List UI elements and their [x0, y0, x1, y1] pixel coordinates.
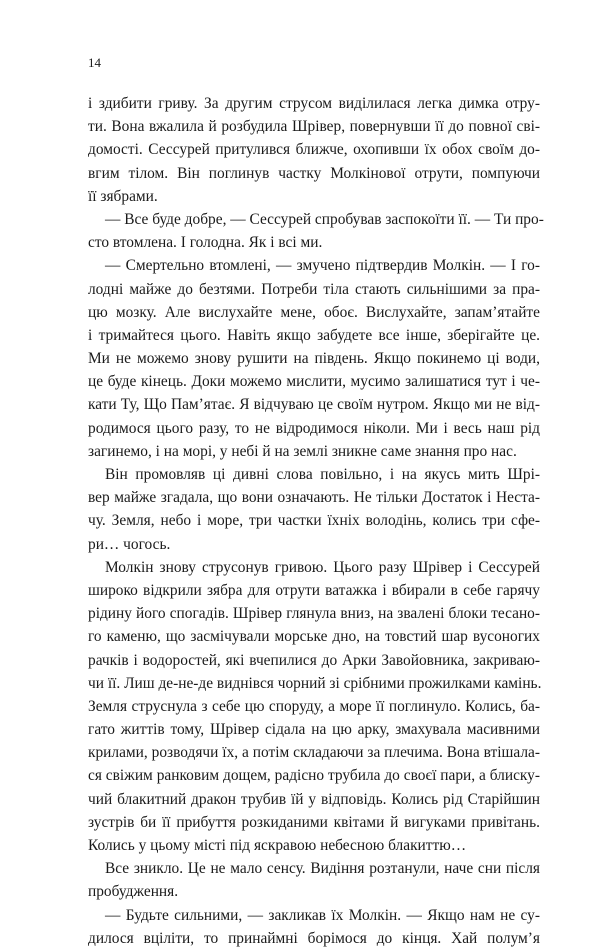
text-line: і тримайтеся цього. Навіть якщо забудете все інше, зберігайте це.	[88, 326, 540, 344]
text-line: ри… чогось.	[88, 535, 171, 553]
text-line: рачків і водоростей, які вчепилися до Арки Завойовника, закриваю-	[88, 651, 540, 669]
text-line: — Смертельно втомлені, — змучено підтвердив Молкін. — І го-	[105, 257, 540, 275]
text-line: вгим тілом. Він поглинув частку Молкінової отрути, помпуючи	[88, 164, 540, 182]
text-line: цю мозку. Але вислухайте мене, обоє. Вислухайте, запам’ятайте	[88, 303, 540, 321]
text-line: гато життів тому, Шрівер сідала на цю арку, змахувала масивними	[88, 721, 540, 739]
text-line: і здибити гриву. За другим струсом виділилася легка димка отру-	[88, 95, 540, 112]
text-line: Колись у цьому місті під яскравою небесною блакиттю…	[88, 837, 467, 854]
text-line: лодні майже до безтями. Потреби тіла стають сильнішими за пра-	[88, 280, 540, 298]
text-line: вер майже згадала, що вони означають. Не тільки Достаток і Неста-	[88, 489, 540, 507]
text-line: дилося вціліти, то принаймні борімося до кінця. Хай полум’я	[88, 929, 540, 947]
text-line: крилами, розводячи їх, а потім складаючи за плечима. Вона втішала-	[88, 744, 540, 762]
text-line: ти. Вона вжалила й розбудила Шрівер, повернувши її до повної сві-	[88, 118, 540, 136]
text-line: сто втомлена. І голодна. Як і всі ми.	[88, 234, 323, 252]
text-line: чий блакитний дракон трубив їй у відповідь. Колись рід Старійшин	[88, 790, 540, 808]
text-line: ся свіжим ранковим дощем, радісно трубила до своєї пари, а блиску-	[88, 767, 540, 785]
text-line: широко відкрили зябра для отрути ватажка і вбирали в себе гарячу	[88, 581, 540, 599]
body-text	[88, 92, 544, 950]
text-line: Все зникло. Це не мало сенсу. Видіння розтанули, наче сни після	[105, 860, 540, 878]
text-line: Земля струснула з себе цю споруду, а море її поглинуло. Колись, ба-	[88, 697, 540, 715]
text-line: зустрів би її прибуття розкиданими квітами й вигуками привітань.	[88, 813, 540, 831]
text-line: кати Ту, Що Пам’ятає. Я відчуваю це своїм нутром. Якщо ми не від-	[88, 396, 540, 414]
text-line: це буде кінець. Доки можемо мислити, мусимо залишатися тут і че-	[88, 373, 540, 391]
text-line: — Все буде добре, — Сессурей спробував заспокоїти її. — Ти про-	[105, 210, 544, 228]
text-line: пробудження.	[88, 883, 179, 901]
text-line: її зябрами.	[88, 187, 158, 205]
text-line: чу. Земля, небо і море, три частки їхніх володінь, колись три сфе-	[88, 512, 540, 530]
page-number: 14	[88, 55, 101, 70]
text-line: Ми не можемо знову рушити на південь. Якщо покинемо ці води,	[88, 350, 540, 368]
text-line: рідину його спогадів. Шрівер глянула вниз, на звалені блоки тесано-	[88, 605, 540, 623]
text-line: — Будьте сильними, — закликав їх Молкін. — Якщо нам не су-	[105, 906, 540, 924]
text-line: Молкін знову струсонув гривою. Цього разу Шрівер і Сессурей	[105, 558, 540, 576]
text-line: загинемо, і на морі, у небі й на землі зникне саме знання про нас.	[88, 442, 517, 460]
text-line: го каменю, що засмічували морське дно, на товстий шар вусоногих	[88, 628, 540, 646]
text-line: чи її. Лиш де-не-де виднівся чорний зі срібними прожилками камінь.	[88, 674, 542, 692]
text-line: Він промовляв ці дивні слова повільно, і на якусь мить Шрі-	[105, 466, 540, 483]
text-line: домості. Сессурей притулився ближче, охопивши їх обох своїм до-	[88, 141, 540, 159]
text-line: родимося цього разу, то не відродимося ніколи. Ми і весь наш рід	[88, 419, 540, 437]
